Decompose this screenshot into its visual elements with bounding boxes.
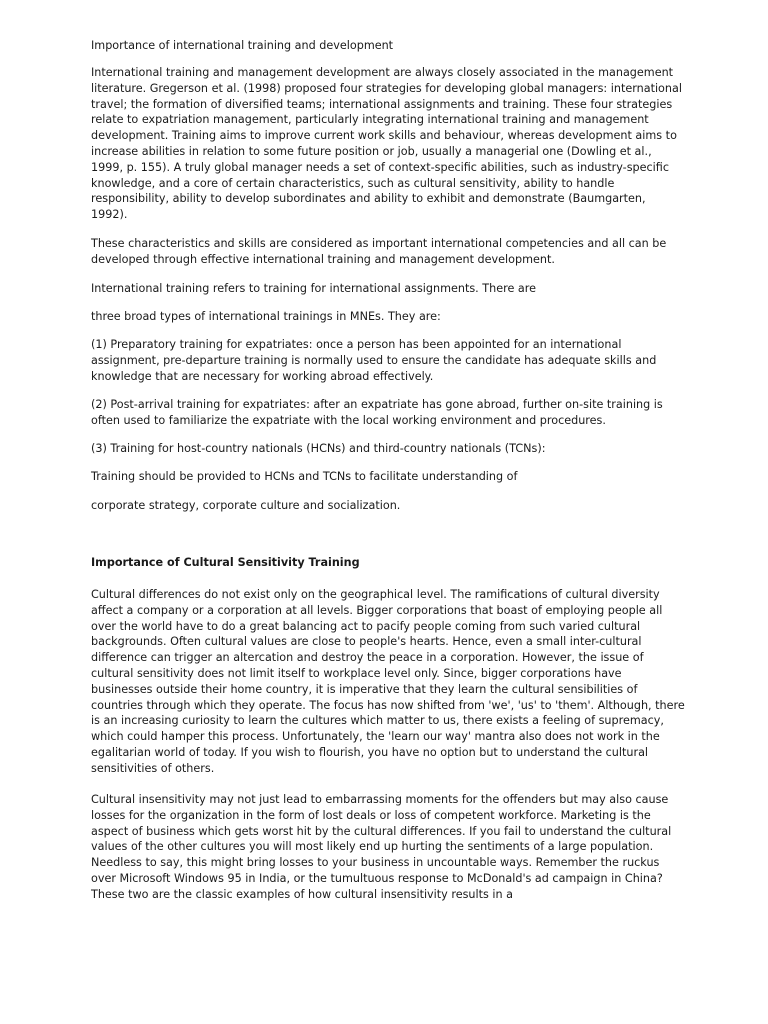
paragraph-hcn-tcn-training: (3) Training for host-country nationals (HCNs) and third-country nationals (TCNs): — [91, 442, 546, 455]
paragraph-preparatory-training: (1) Preparatory training for expatriates: once a person has been appointed for an international assignment, pre-departure training is normally used to ensure the candidate has adequate skills and knowledge that are necessary for working abroad effectively. — [91, 338, 657, 383]
paragraph-cultural-insensitivity: Cultural insensitivity may not just lead to embarrassing moments for the offenders but may also cause losses for the organization in the form of lost deals or loss of competent workforce. Marketing is the aspect of business which gets worst hit by the cultural differences. If you fail to understand the cultural values of the other cultures you will most likely end up hurting the sentiments of a large population. Needless to say, this might bring losses to your business in uncountable ways. Remember the ruckus over Microsoft Windows 95 in India, or the tumultuous response to McDonald's ad campaign in China? These two are the classic examples of how cultural insensitivity results in a — [91, 793, 672, 901]
paragraph-intro: International training and management development are always closely associated in the management literature. Gregerson et al. (1998) proposed four strategies for developing global managers: international travel; the formation of diversified teams; international assignments and training. These four strategies relate to expatriation management, particularly integrating international training and management development. Training aims to improve current work skills and behaviour, whereas development aims to increase abilities in relation to some future position or job, usually a managerial one (Dowling et al., 1999, p. 155). A truly global manager needs a set of context-specific abilities, such as industry-specific knowledge, and a core of certain characteristics, such as cultural sensitivity, ability to handle responsibility, ability to develop subordinates and ability to exhibit and demonstrate (Baumgarten, 1992). — [91, 66, 682, 222]
paragraph-three-types: three broad types of international trainings in MNEs. They are: — [91, 310, 441, 323]
paragraph-cultural-differences: Cultural differences do not exist only on the geographical level. The ramifications of cultural diversity affect a company or a corporation at all levels. Bigger corporations that boast of employing people all over the world have to do a great balancing act to pacify people coming from such varied cultural backgrounds. Often cultural values are close to people's hearts. Hence, even a small inter-cultural difference can trigger an altercation and destroy the peace in a corporation. However, the issue of cultural sensitivity does not limit itself to workplace level only. Since, bigger corporations have businesses outside their home country, it is imperative that they learn the cultural sensibilities of countries through which they operate. The focus has now shifted from 'we', 'us' to 'them'. Although, there is an increasing curiosity to learn the cultures which matter to us, there exists a feeling of supremacy, which could hamper this process. Unfortunately, the 'learn our way' mantra also does not work in the egalitarian world of today. If you wish to flourish, you have no option but to understand the cultural sensitivities of others. — [91, 588, 685, 775]
paragraph-international-training: International training refers to training for international assignments. There are — [91, 282, 536, 295]
paragraph-post-arrival-training: (2) Post-arrival training for expatriates: after an expatriate has gone abroad, further on-site training is often used to familiarize the expatriate with the local working environment and procedures. — [91, 398, 663, 427]
paragraph-training-provided: Training should be provided to HCNs and TCNs to facilitate understanding of — [91, 470, 518, 483]
paragraph-corporate-strategy: corporate strategy, corporate culture and socialization. — [91, 499, 401, 512]
document-title: Importance of international training and development — [91, 39, 394, 52]
paragraph-competencies: These characteristics and skills are considered as important international competencies and all can be developed through effective international training and management development. — [91, 237, 667, 266]
section-heading-cultural-sensitivity: Importance of Cultural Sensitivity Training — [91, 556, 360, 569]
